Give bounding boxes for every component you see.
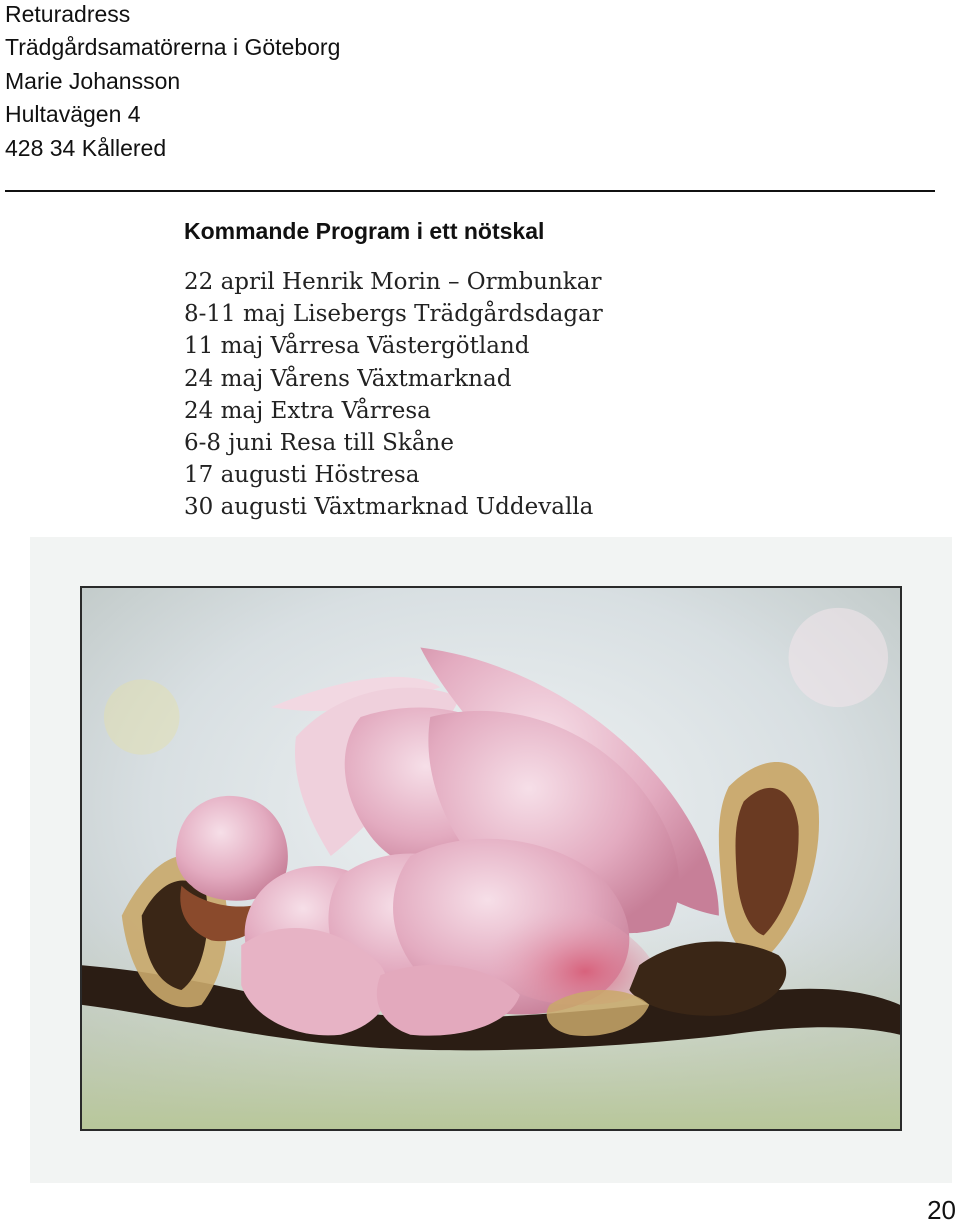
program-item: 17 augusti Höstresa — [184, 462, 420, 489]
program-item: 30 augusti Växtmarknad Uddevalla — [184, 494, 594, 521]
program-item: 24 maj Vårens Växtmarknad — [184, 365, 512, 392]
return-address-street: Hultavägen 4 — [5, 101, 141, 128]
return-address-postal: 428 34 Kållered — [5, 134, 167, 161]
divider-line — [5, 190, 935, 192]
program-list — [184, 266, 603, 524]
program-item: 24 maj Extra Vårresa — [184, 397, 431, 424]
return-address-label: Returadress — [5, 1, 131, 27]
program-item: 22 april Henrik Morin – Ormbunkar — [184, 269, 602, 295]
return-address — [5, 0, 340, 165]
magnolia-bud-icon — [82, 588, 900, 1129]
program-item: 8-11 maj Lisebergs Trädgårdsdagar — [184, 301, 603, 328]
return-address-name: Marie Johansson — [5, 67, 181, 94]
program-item: 6-8 juni Resa till Skåne — [184, 430, 454, 457]
page-number: 20 — [927, 1195, 956, 1225]
program-item: 11 maj Vårresa Västergötland — [184, 333, 530, 360]
magnolia-photo — [80, 586, 902, 1131]
return-address-organization: Trädgårdsamatörerna i Göteborg — [5, 34, 341, 61]
program-heading: Kommande Program i ett nötskal — [184, 218, 545, 244]
